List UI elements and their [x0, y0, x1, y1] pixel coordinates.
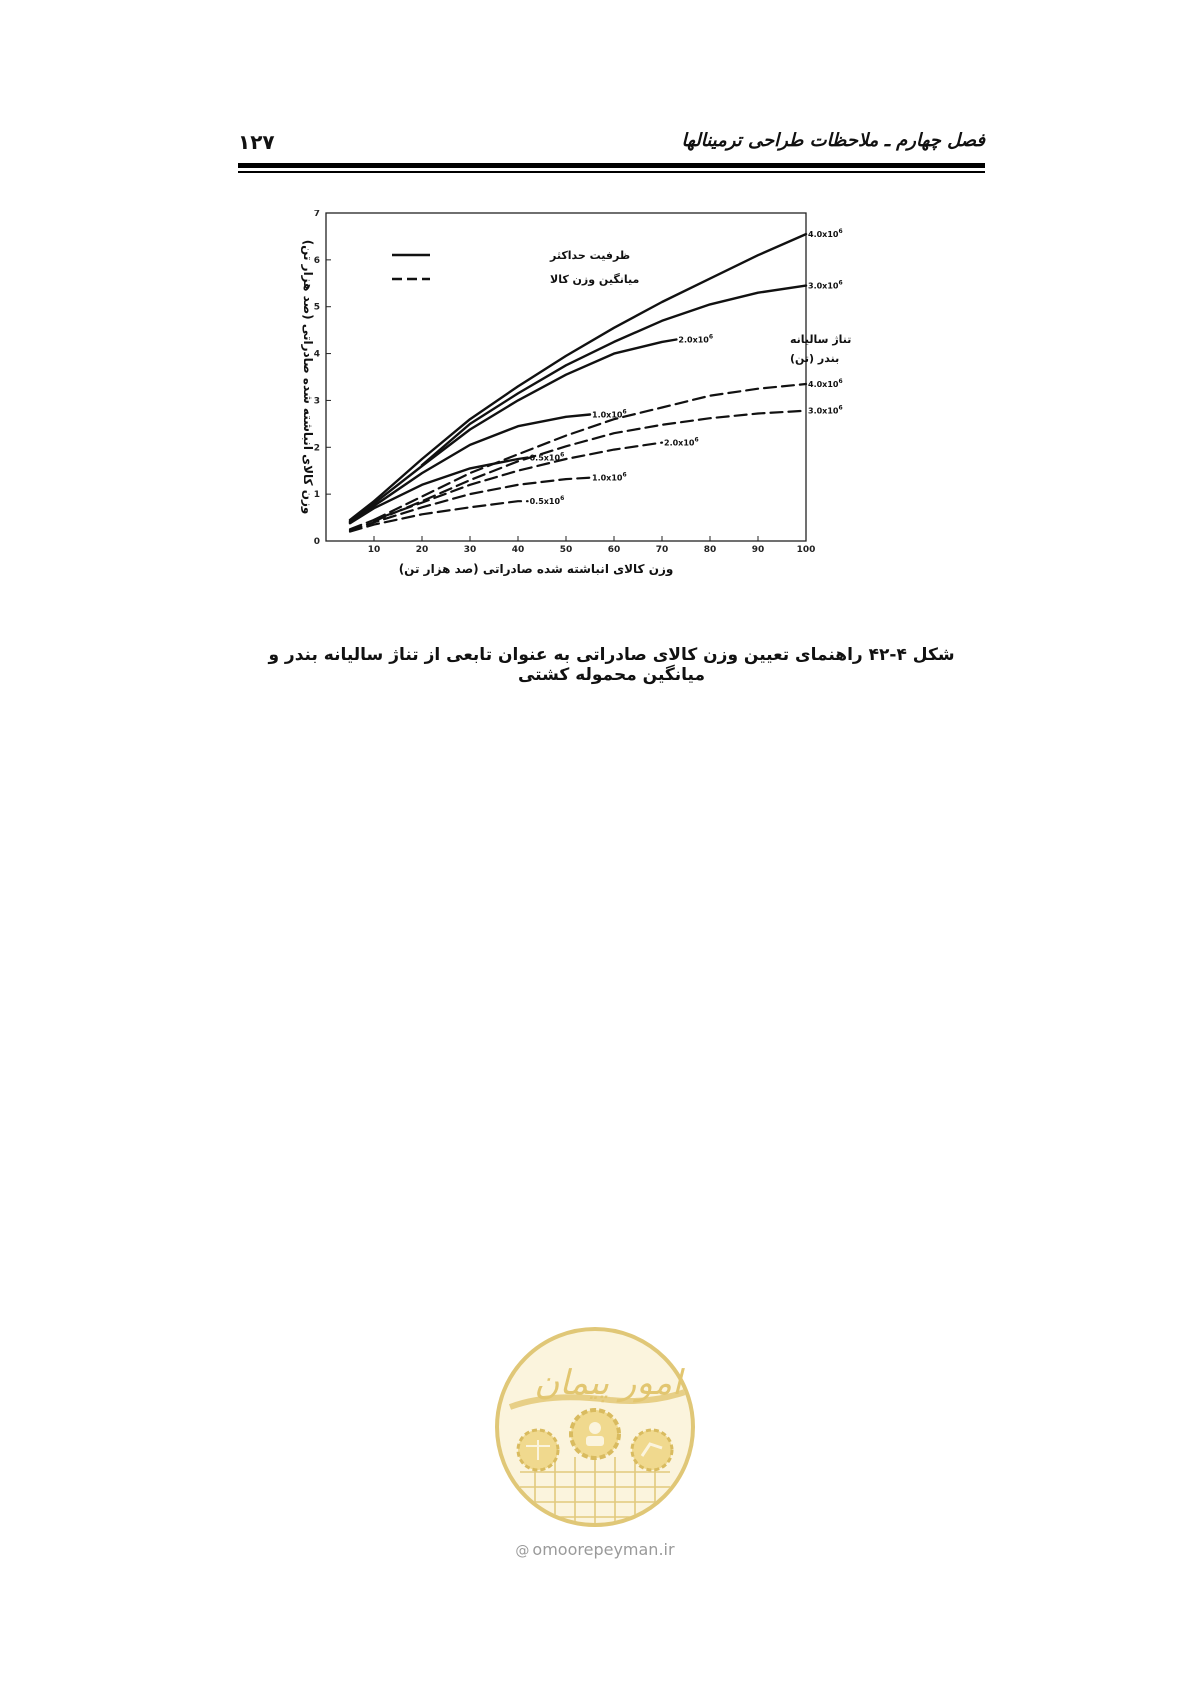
x-tick-label: 100 — [796, 545, 816, 555]
scales-icon — [518, 1430, 558, 1470]
y-tick-label: 5 — [313, 302, 320, 313]
x-tick-label: 40 — [511, 545, 525, 555]
site-url — [488, 1540, 702, 1559]
figure-caption: شکل ۴-۴۲ راهنمای تعیین وزن کالای صادراتی به عنوان تابعی از تناژ سالیانه بندر و میانگین محموله کشتی — [268, 645, 955, 685]
page-header — [238, 128, 985, 162]
series-label-exponent: 6 — [622, 471, 627, 479]
series-label — [808, 228, 843, 239]
series-label — [592, 408, 627, 419]
series-label-text: 1.0x10 — [592, 410, 623, 420]
chart — [290, 210, 930, 630]
y-tick-label: 3 — [313, 396, 320, 407]
x-tick-label: 90 — [751, 545, 765, 555]
y-axis-label: وزن کالای انباشته شده صادراتی (صد هزار تن) — [301, 239, 315, 515]
annotation-line-1: تناژ سالیانه — [790, 333, 852, 346]
x-tick-label: 70 — [655, 545, 669, 555]
series-label-exponent: 6 — [622, 408, 627, 416]
series-label — [592, 472, 627, 483]
header-rule-thick — [238, 163, 985, 168]
x-tick-label: 80 — [703, 545, 717, 555]
series-label — [664, 437, 699, 448]
legend-label: ظرفیت حداکثر — [550, 249, 631, 262]
series-label-exponent: 6 — [838, 279, 843, 287]
series-label-text: 0.5x10 — [529, 453, 561, 463]
series-label — [678, 334, 713, 345]
plot-frame — [326, 213, 806, 541]
series-label-exponent: 6 — [560, 495, 565, 503]
series-label-exponent: 6 — [838, 378, 843, 386]
series-label — [530, 495, 565, 506]
series-label-text: 4.0x10 — [808, 230, 839, 240]
series-label-text: 4.0x10 — [808, 380, 839, 390]
site-url-text: omoorepeyman.ir — [532, 1540, 675, 1559]
at-icon: @ — [515, 1543, 530, 1559]
series-label-exponent: 6 — [838, 228, 843, 236]
x-axis-label: وزن کالای انباشته شده صادراتی (صد هزار تن) — [398, 562, 674, 576]
series-label-text: 2.0x10 — [678, 335, 709, 345]
annotation-line-2: بندر (تن) — [790, 352, 840, 365]
y-tick-label: 6 — [313, 255, 320, 266]
series-label-text: 1.0x10 — [592, 473, 623, 483]
series-label-exponent: 6 — [560, 451, 565, 459]
header-rule-thin — [238, 171, 985, 173]
x-tick-label: 30 — [463, 545, 477, 555]
series-label-text: 3.0x10 — [808, 406, 839, 416]
logo-text: امور پیمان — [534, 1363, 682, 1403]
x-tick-label: 50 — [559, 545, 573, 555]
y-tick-label: 4 — [313, 349, 320, 360]
y-tick-label: 2 — [313, 443, 320, 454]
excavator-icon — [632, 1430, 672, 1470]
x-tick-label: 60 — [607, 545, 621, 555]
series-label-exponent: 6 — [694, 436, 699, 444]
page-number: ۱۲۷ — [238, 130, 275, 154]
series-label-text: 2.0x10 — [664, 438, 695, 448]
series-label — [808, 405, 843, 416]
y-tick-label: 7 — [313, 210, 320, 219]
series-label-exponent: 6 — [838, 404, 843, 412]
series-line-solid-1 — [422, 286, 806, 466]
series-label — [808, 280, 843, 291]
series-label-text: 3.0x10 — [808, 281, 839, 291]
legend-label: میانگین وزن کالا — [550, 273, 640, 286]
series-label-exponent: 6 — [708, 333, 714, 341]
chapter-title: فصل چهارم ـ ملاحظات طراحی ترمینالها — [681, 130, 985, 151]
worker-icon — [571, 1410, 619, 1458]
x-tick-label: 20 — [415, 545, 429, 555]
x-tick-label: 10 — [367, 545, 381, 555]
site-logo — [490, 1322, 700, 1532]
y-tick-label: 1 — [313, 490, 320, 501]
y-tick-label: 0 — [313, 537, 320, 547]
series-label-text: 0.5x10 — [529, 497, 561, 507]
series-label — [808, 378, 843, 389]
